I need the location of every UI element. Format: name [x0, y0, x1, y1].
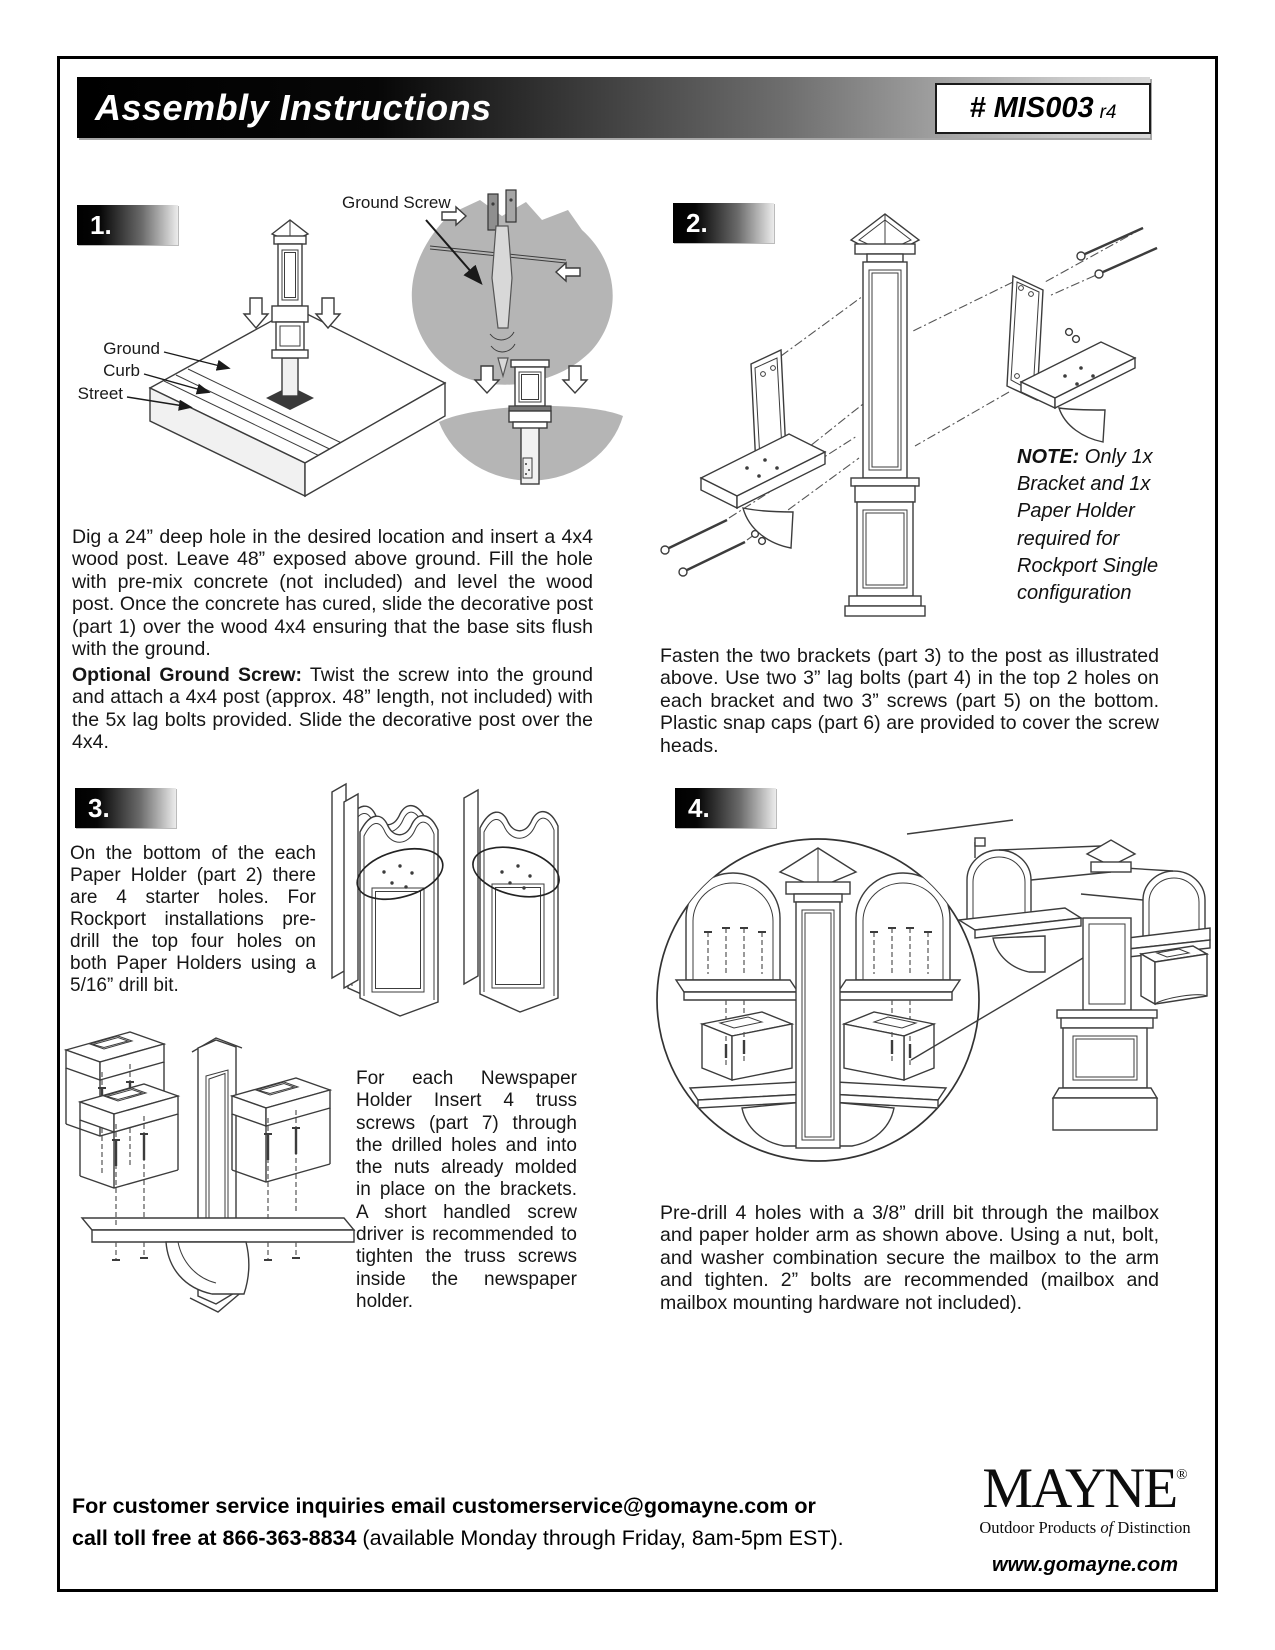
registered-trademark-icon: ®: [1176, 1467, 1188, 1483]
part-number: # MIS003: [969, 92, 1094, 124]
step3-paper-holders-diagram: [332, 778, 577, 1023]
website-url: www.gomayne.com: [992, 1554, 1178, 1576]
step-3-number: [75, 788, 176, 828]
left-mailbox: [967, 838, 1111, 920]
ground-screw-label: Ground Screw: [342, 193, 451, 212]
callout-line: [907, 820, 1013, 834]
mayne-logo-block: [975, 1448, 1195, 1577]
step-1-optional-instructions: [72, 664, 593, 754]
support-arm: [82, 1218, 354, 1294]
note-heading: NOTE:: [1017, 446, 1080, 468]
step-3-instructions-bottom: For each Newspaper Holder Insert 4 truss screws (part 7) through the drilled holes and into the nuts already molded in place on the brackets. A short handled screw driver is recommended to tighten the truss screws inside the newspaper holder.: [356, 1068, 577, 1312]
paper-holder: [1141, 946, 1207, 1004]
logo-tagline: [975, 1518, 1195, 1538]
service-hours: (available Monday through Friday, 8am-5pm EST).: [356, 1526, 844, 1550]
step-4-number: [675, 788, 776, 828]
part-revision: r4: [1099, 101, 1117, 123]
street-label: Street: [77, 384, 123, 403]
header-bar: [77, 77, 1150, 138]
customer-service-line2: [72, 1526, 932, 1551]
step-4-number-label: 4.: [688, 793, 710, 823]
tagline-part2: Distinction: [1113, 1518, 1191, 1537]
step-1-number-label: 1.: [90, 210, 112, 240]
step-1-instructions: Dig a 24” deep hole in the desired location and insert a 4x4 wood post. Leave 48” exposed above ground. Fill the hole with pre-mix concrete (not included) and level the wood post. Once the concrete has cured, slide the decorative post (part 1) over the wood 4x4 ensuring that the base sits flush with the ground.: [72, 526, 593, 661]
step1-slide-over-detail-diagram: [425, 358, 635, 506]
optional-ground-screw-body: Twist the screw into the ground and attach a 4x4 post (approx. 48” length, not included) with the 5x lag bolts provided. Slide the decorative post over the 4x4.: [72, 664, 593, 754]
step-2-number-label: 2.: [686, 208, 708, 238]
step-4-instructions: Pre-drill 4 holes with a 3/8” drill bit through the mailbox and paper holder arm as shown above. Using a nut, bolt, and washer combination secure the mailbox to the arm and tighten. 2” bolts are recommended (mailbox and mailbox mounting hardware not included).: [660, 1202, 1159, 1314]
page-title: Assembly Instructions: [95, 86, 492, 128]
step3-newspaper-holder-assembly-diagram: [66, 1028, 361, 1328]
curb-label: Curb: [103, 361, 140, 380]
customer-service-line1: For customer service inquiries email customerservice@gomayne.com or: [72, 1494, 816, 1518]
tagline-part1: Outdoor Products: [979, 1518, 1101, 1537]
toll-free-number: call toll free at 866-363-8834: [72, 1526, 357, 1550]
step-2-note: [1017, 444, 1169, 607]
decorative-post: [845, 214, 925, 616]
step-3-number-label: 3.: [88, 793, 110, 823]
callout-line: [911, 958, 1083, 1060]
step-3-instructions-top: On the bottom of the each Paper Holder (part 2) there are 4 starter holes. For Rockport installations pre-drill the top four holes on both Paper Holders using a 5/16” drill bit.: [70, 843, 316, 996]
optional-ground-screw-heading: Optional Ground Screw:: [72, 664, 302, 686]
left-bracket: [701, 350, 825, 548]
ground-label: Ground: [103, 339, 160, 358]
note-body: Only 1x Bracket and 1x Paper Holder required for Rockport Single configuration: [1017, 446, 1159, 605]
tagline-of: of: [1100, 1518, 1114, 1537]
step-2-instructions: Fasten the two brackets (part 3) to the post as illustrated above. Use two 3” lag bolts (part 4) in the top 2 holes on each bracket and two 3” screws (part 5) on the bottom. Plastic snap caps (part 6) are provided to cover the screw heads.: [660, 645, 1159, 757]
part-number-box: [935, 83, 1151, 134]
wood-4x4-post: [282, 358, 298, 396]
step4-assembled-unit-diagram: [905, 758, 1210, 1143]
decorative-post: [272, 220, 308, 358]
down-arrow-icon: [244, 298, 268, 328]
post-cap: [1087, 840, 1135, 872]
lag-bolts: [661, 520, 765, 576]
mayne-wordmark: MAYNE: [982, 1457, 1177, 1520]
right-bracket: [1007, 276, 1135, 442]
mayne-logo: [975, 1448, 1195, 1520]
